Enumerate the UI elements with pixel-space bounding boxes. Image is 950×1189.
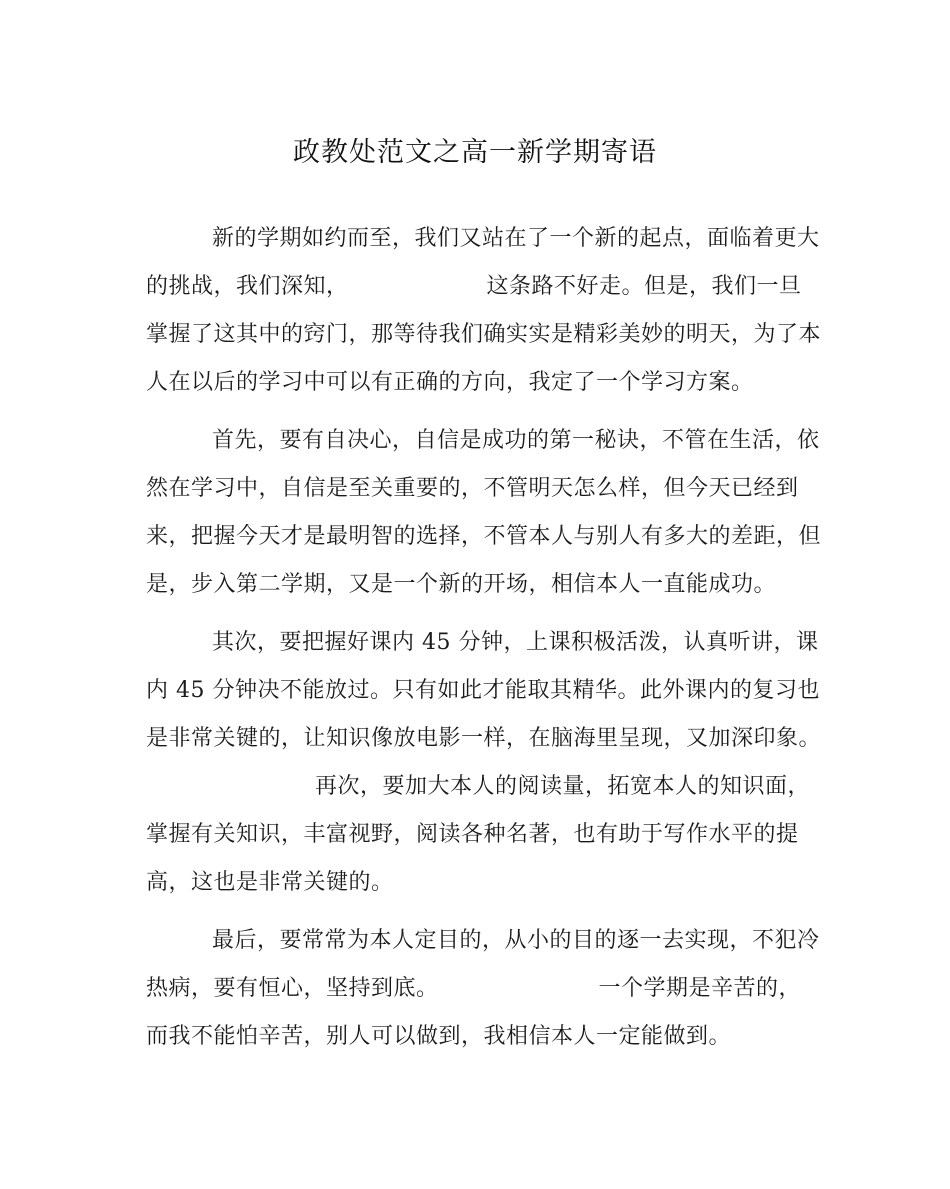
paragraph-line: 首先，要有自决心，自信是成功的第一秘诀，不管在生活，依 — [212, 428, 820, 453]
line-segment: 这条路不好走。但是，我们一旦 — [486, 274, 802, 299]
paragraph-line: 掌握有关知识，丰富视野，阅读各种名著，也有助于写作水平的提 — [146, 822, 799, 847]
paragraph-line: 是非常关键的，让知识像放电影一样，在脑海里呈现，又加深印象。 — [146, 726, 822, 751]
paragraph-line: 然在学习中，自信是至关重要的，不管明天怎么样，但今天已经到 — [146, 476, 799, 501]
line-segment: 一个学期是辛苦的， — [598, 976, 802, 1001]
paragraph-3 — [146, 619, 826, 763]
paragraph-2 — [146, 417, 826, 609]
paragraph-spacer — [146, 407, 826, 417]
paragraph-line: 新的学期如约而至，我们又站在了一个新的起点，面临着更大 — [212, 226, 820, 251]
paragraph-spacer — [146, 907, 826, 917]
paragraph-line: 人在以后的学习中可以有正确的方向，我定了一个学习方案。 — [146, 370, 754, 395]
paragraph-line: 而我不能怕辛苦，别人可以做到，我相信本人一定能做到。 — [146, 1024, 732, 1049]
paragraph-line — [146, 263, 826, 311]
paragraph-5 — [146, 917, 826, 1061]
paragraph-line: 其次，要把握好课内 45 分钟，上课积极活泼，认真听讲，课 — [212, 630, 819, 655]
paragraph-line — [146, 965, 826, 1013]
document-title: 政教处范文之高一新学期寄语 — [293, 137, 657, 168]
paragraph-line: 内 45 分钟决不能放过。只有如此才能取其精华。此外课内的复习也 — [146, 678, 820, 703]
paragraph-spacer — [146, 609, 826, 619]
paragraph-1 — [146, 215, 826, 407]
paragraph-line: 高，这也是非常关键的。 — [146, 870, 394, 895]
paragraph-line: 掌握了这其中的窍门，那等待我们确实实是精彩美妙的明天，为了本 — [146, 322, 822, 347]
paragraph-line: 最后，要常常为本人定目的，从小的目的逐一去实现，不犯冷 — [212, 928, 820, 953]
paragraph-line: 再次，要加大本人的阅读量，拓宽本人的知识面， — [315, 774, 811, 799]
paragraph-line: 来，把握今天才是最明智的选择，不管本人与别人有多大的差距，但 — [146, 524, 822, 549]
line-segment: 热病，要有恒心，坚持到底。 — [146, 976, 439, 1001]
paragraph-line: 是，步入第二学期，又是一个新的开场，相信本人一直能成功。 — [146, 572, 777, 597]
paragraph-4 — [146, 763, 826, 907]
line-segment: 的挑战，我们深知， — [146, 274, 349, 299]
document-body — [146, 215, 826, 1061]
